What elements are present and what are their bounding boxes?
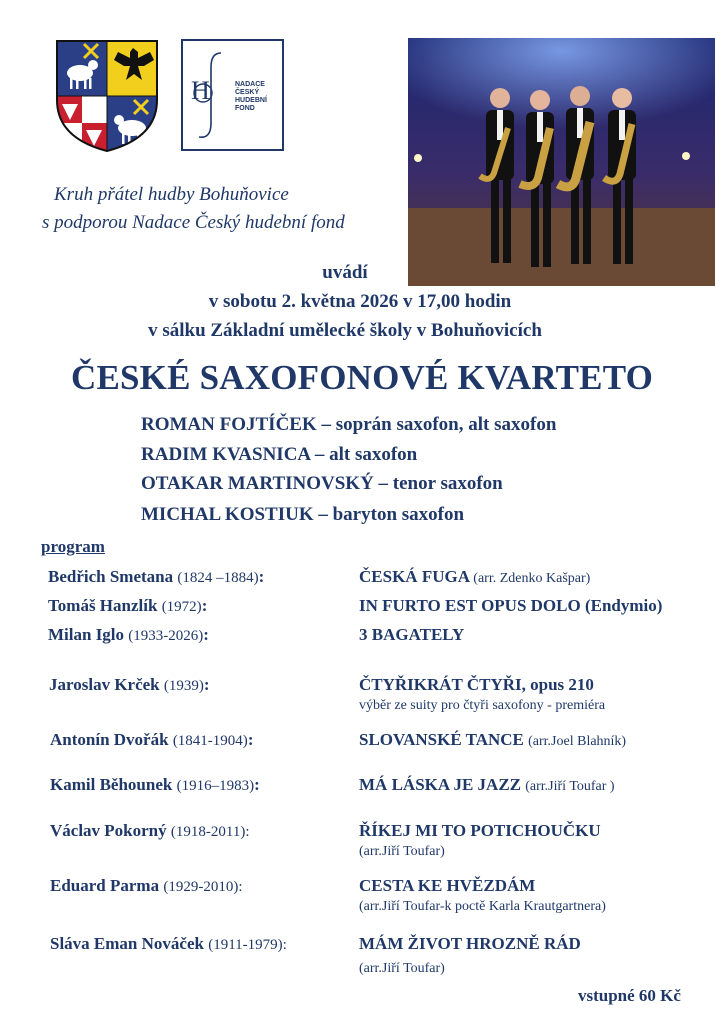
composer-years: (1929-2010): — [163, 879, 243, 895]
composer-name: Milan Iglo — [48, 625, 125, 644]
program-composer — [50, 821, 250, 841]
composer-years: (1911-1979): — [208, 937, 287, 953]
admission-price: vstupné 60 Kč — [578, 986, 681, 1005]
composer-colon: : — [247, 730, 254, 749]
logo-line: HUDEBNÍ — [235, 97, 267, 104]
composer-years: (1939) — [163, 678, 204, 694]
piece-title: 3 BAGATELY — [359, 625, 465, 644]
composer-name: Sláva Eman Nováček — [50, 934, 204, 953]
composer-years: (1916–1983) — [176, 778, 255, 794]
piece-title: MÁ LÁSKA JE JAZZ — [359, 775, 521, 794]
program-composer — [50, 934, 287, 954]
composer-years: (1824 –1884) — [177, 570, 259, 586]
program-piece — [359, 625, 464, 645]
composer-years: (1918-2011): — [170, 824, 250, 840]
composer-name: Tomáš Hanzlík — [48, 596, 158, 615]
logo-line: NADACE — [235, 81, 265, 88]
foundation-monogram-icon — [187, 47, 233, 143]
foundation-logo — [181, 39, 284, 151]
intro-line-1: Kruh přátel hudby Bohuňovice — [54, 184, 289, 205]
event-title: ČESKÉ SAXOFONOVÉ KVARTETO — [70, 358, 654, 397]
piece-title: ŘÍKEJ MI TO POTICHOUČKU — [359, 821, 601, 840]
composer-colon: : — [203, 675, 210, 694]
piece-title: ČTYŘIKRÁT ČTYŘI, opus 210 — [359, 675, 594, 694]
program-composer — [49, 675, 210, 695]
composer-colon: : — [258, 567, 265, 586]
event-venue: v sálku Základní umělecké školy v Bohuňovicích — [148, 320, 542, 341]
composer-colon: : — [203, 625, 209, 644]
composer-years: (1933-2026) — [128, 628, 204, 644]
piece-arranger: (arr.Jiří Toufar ) — [525, 779, 615, 794]
coat-of-arms — [54, 38, 160, 154]
program-composer — [50, 876, 243, 896]
program-piece — [359, 596, 662, 616]
composer-name: Bedřich Smetana — [48, 567, 174, 586]
program-piece — [359, 934, 581, 954]
composer-colon: : — [254, 775, 260, 794]
piece-title: ČESKÁ FUGA — [359, 567, 470, 586]
svg-text:H: H — [191, 76, 210, 105]
composer-name: Kamil Běhounek — [50, 775, 173, 794]
program-composer — [48, 625, 209, 645]
program-composer — [48, 567, 264, 587]
program-piece — [359, 567, 590, 587]
composer-years: (1841-1904) — [172, 733, 248, 749]
program-piece — [359, 730, 626, 750]
program-piece — [359, 775, 615, 795]
composer-name: Antonín Dvořák — [50, 730, 169, 749]
member-line: RADIM KVASNICA – alt saxofon — [141, 444, 418, 465]
piece-title: IN FURTO EST OPUS DOLO (Endymio) — [359, 596, 663, 615]
program-composer — [50, 775, 260, 795]
program-composer — [48, 596, 207, 616]
composer-name: Eduard Parma — [50, 876, 160, 895]
logo-line: ČESKÝ — [235, 89, 260, 96]
quartet-photo — [408, 38, 715, 286]
composer-name: Václav Pokorný — [50, 821, 167, 840]
piece-title: MÁM ŽIVOT HROZNĚ RÁD — [359, 934, 581, 953]
program-heading: program — [41, 537, 105, 556]
program-piece — [359, 821, 601, 841]
intro-line-2: s podporou Nadace Český hudební fond — [42, 212, 345, 233]
piece-subtitle: (arr.Jiří Toufar-k poctě Karla Krautgartnera) — [359, 899, 606, 914]
logo-line: FOND — [235, 105, 255, 112]
piece-subtitle: (arr.Jiří Toufar) — [359, 961, 445, 976]
program-piece — [359, 876, 535, 896]
event-date: v sobotu 2. května 2026 v 17,00 hodin — [208, 291, 512, 312]
member-line: OTAKAR MARTINOVSKÝ – tenor saxofon — [141, 473, 503, 494]
piece-subtitle: (arr.Jiří Toufar) — [359, 844, 445, 859]
piece-title: CESTA KE HVĚZDÁM — [359, 876, 536, 895]
program-piece — [359, 675, 594, 695]
piece-arranger: (arr. Zdenko Kašpar) — [473, 571, 591, 586]
piece-arranger: (arr.Joel Blahník) — [528, 734, 627, 749]
piece-title: SLOVANSKÉ TANCE — [359, 730, 524, 749]
member-line: MICHAL KOSTIUK – baryton saxofon — [141, 504, 465, 525]
piece-subtitle: výběr ze suity pro čtyři saxofony - premiéra — [359, 698, 606, 713]
composer-years: (1972) — [161, 599, 202, 615]
program-composer — [50, 730, 253, 750]
composer-colon: : — [201, 596, 208, 615]
presents-text: uvádí — [322, 262, 368, 283]
member-line: ROMAN FOJTÍČEK – soprán saxofon, alt saxofon — [141, 414, 557, 435]
composer-name: Jaroslav Krček — [49, 675, 160, 694]
